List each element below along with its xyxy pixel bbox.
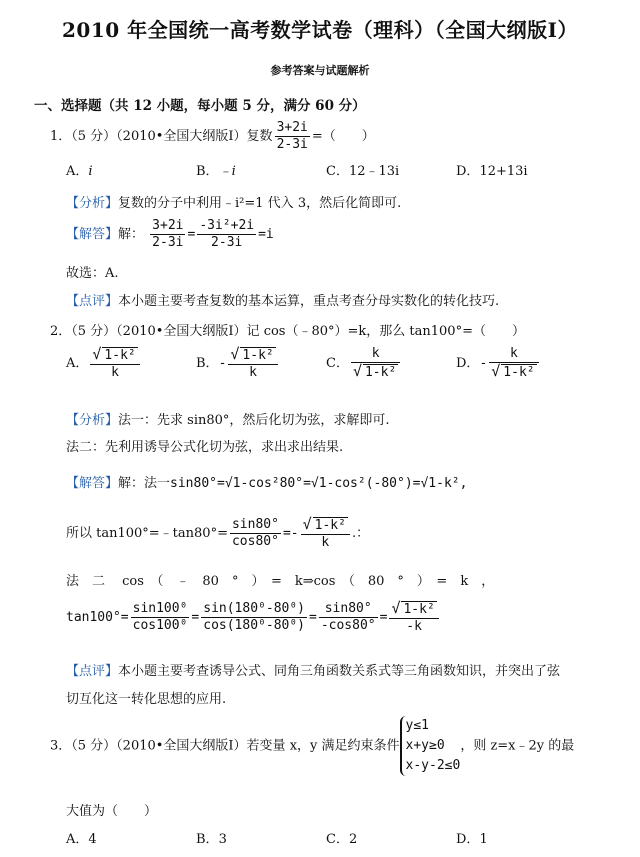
q3-constraint-1: y≤1 <box>405 718 429 733</box>
q1-answer: 【解答】解： $\frac{3+2i}{2-3i}$ = $\frac{\text{-3i²+2i}}{2-3i}$ =i <box>66 218 274 250</box>
q2-option-b-label: B． <box>196 356 219 371</box>
q3-constraints <box>400 716 461 776</box>
q2-option-b-sqrt: 1-k² <box>242 348 274 363</box>
q2-line2-frac2-den: k <box>321 535 330 550</box>
q1-option-c <box>326 160 399 179</box>
q2-line2-prefix: 所以 tan100°=﹣tan80°= <box>66 526 228 541</box>
q2-line4-prefix: tan100°= <box>66 610 129 625</box>
q1-option-d-label: D． <box>456 164 480 179</box>
q3-constraint-3: x-y-2≤0 <box>405 758 461 773</box>
q2-line4-frac2-den: cos(180⁰-80⁰) <box>203 618 305 633</box>
q1-answer-frac1-den: 2-3i <box>152 235 184 250</box>
q1-choice: 故选：A. <box>66 266 119 281</box>
q1-option-b-label: B． <box>196 164 219 179</box>
q3-stem <box>50 716 574 776</box>
q3-option-a-text: 4 <box>88 832 97 847</box>
q3-option-d <box>456 828 488 847</box>
page-title: 2010 年全国统一高考数学试卷（理科）（全国大纲版Ⅰ） <box>62 18 578 42</box>
q2-analysis <box>66 409 390 428</box>
q3-option-d-label: D． <box>456 832 480 847</box>
q3-stem-prefix: 3．（5 分）（2010•全国大纲版Ⅰ）若变量 x，y 满足约束条件 <box>50 738 400 754</box>
q2-stem: 2．（5 分）（2010•全国大纲版Ⅰ）记 cos（﹣80°）=k，那么 tan100°=（ ） <box>50 324 525 339</box>
q2-line4-sqrt: 1-k² <box>403 602 435 617</box>
q2-option-b-den: k <box>249 365 257 380</box>
q2-comment <box>66 660 560 679</box>
q2-line4-frac2-num: sin(180⁰-80⁰) <box>203 601 305 616</box>
q2-answer-expr1: sin80°=√1-cos²80°=√1-cos²(-80°)=√1-k², <box>170 476 468 491</box>
q2-line2-frac1 <box>230 517 281 550</box>
q2-option-b <box>196 346 280 381</box>
q1-option-a-text: i <box>88 164 93 179</box>
q2-analysis-text: 法一：先求 sin80°，然后化切为弦，求解即可. <box>118 413 390 428</box>
q3-option-b <box>196 828 227 847</box>
q2-comment-tag: 【点评】 <box>66 664 119 679</box>
q3-option-a <box>66 828 97 847</box>
q2-line4-frac2 <box>201 601 307 634</box>
q1-option-a <box>66 160 93 179</box>
q1-option-d <box>456 160 528 179</box>
q1-comment-text: 本小题主要考查复数的基本运算，重点考查分母实数化的转化技巧. <box>118 294 500 309</box>
q2-option-d-frac: $\frac{k}{\text{√ 1-k²}}$ <box>489 346 538 381</box>
q2-line2-tail: .： <box>351 526 370 541</box>
q1-option-a-label: A． <box>66 164 89 179</box>
q2-option-a-sqrt: 1-k² <box>104 348 136 363</box>
q2-option-c-num: k <box>351 346 400 363</box>
q2-comment-cont: 切互化这一转化思想的应用. <box>66 692 227 707</box>
q1-option-c-text: 12﹣13i <box>348 164 400 179</box>
q3-stem-suffix: ，则 z=x﹣2y 的最 <box>460 738 575 754</box>
q2-option-d-num: k <box>489 346 538 363</box>
q1-answer-frac1 <box>150 218 185 251</box>
q3-option-c-label: C． <box>326 832 349 847</box>
q2-option-c-sqrt: 1-k² <box>364 365 397 380</box>
q1-comment <box>66 290 499 309</box>
q2-answer-line3: 法 二 cos （ ﹣ 80 ° ） = k⇒cos （ 80 ° ） = k ， <box>66 574 495 589</box>
q2-option-a-label: A． <box>66 356 89 371</box>
q2-option-d-minus: - <box>479 356 488 371</box>
q2-option-c-frac: $\frac{k}{\text{√ 1-k²}}$ <box>351 346 400 381</box>
q2-line4-frac1-den: cos100⁰ <box>132 618 188 633</box>
q1-answer-frac2-den: 2-3i <box>211 235 243 250</box>
q2-line2-frac1-num: sin80° <box>231 517 279 532</box>
q1-option-b-text: ﹣i <box>218 164 236 179</box>
q1-answer-frac2 <box>197 218 256 251</box>
q1-option-c-label: C． <box>326 164 349 179</box>
q1-answer-frac2-num: -3i²+2i <box>199 218 255 233</box>
q1-stem-suffix: =（ ） <box>311 129 375 144</box>
q2-line4-frac3-num: sin80° <box>319 601 378 618</box>
q1-analysis-tag: 【分析】 <box>66 196 119 211</box>
q2-line4-frac4-den: -k <box>406 619 422 634</box>
q2-option-c-label: C． <box>326 356 349 371</box>
q1-analysis <box>66 192 401 211</box>
q2-line4-frac3-den: -cos80° <box>320 618 376 633</box>
q3-option-c <box>326 828 357 847</box>
q1-option-b <box>196 160 236 179</box>
q2-answer-line1 <box>66 472 467 491</box>
q2-line4-frac1-num: sin100⁰ <box>132 601 188 616</box>
q1-option-d-text: 12+13i <box>479 164 528 179</box>
q1-frac-num: 3+2i <box>276 120 308 135</box>
q1-answer-tail: =i <box>258 227 274 242</box>
q2-answer-line2 <box>66 516 369 551</box>
q2-method2: 法二：先利用诱导公式化切为弦，求出求出结果. <box>66 440 344 455</box>
q3-stem-cont: 大值为（ ） <box>66 804 158 819</box>
q2-analysis-tag: 【分析】 <box>66 413 119 428</box>
q1-stem-prefix: 1．（5 分）（2010•全国大纲版Ⅰ）复数 <box>50 129 273 144</box>
q2-option-c <box>326 346 402 381</box>
q2-line2-sqrt: 1-k² <box>314 518 346 533</box>
q2-option-b-minus: - <box>218 356 227 371</box>
q1-answer-tag: 【解答】 <box>66 227 119 242</box>
q1-frac-den: 2-3i <box>276 137 308 152</box>
q2-option-a <box>66 346 142 381</box>
q2-line4-frac4: $\frac{\text{√ 1-k²}}{-k}$ <box>389 600 438 635</box>
q1-comment-tag: 【点评】 <box>66 294 119 309</box>
q3-option-a-label: A． <box>66 832 89 847</box>
q2-line2-mid: =- <box>282 526 299 541</box>
q2-line2-frac2: $\frac{\text{√ 1-k²}}{k}$ <box>301 516 350 551</box>
q1-analysis-text: 复数的分子中利用﹣i²=1 代入 3，然后化简即可. <box>118 196 402 211</box>
q2-option-a-frac: $\frac{\text{√ 1-k²}}{k}$ <box>90 346 139 381</box>
q2-option-b-frac: $\frac{\text{√ 1-k²}}{k}$ <box>228 346 277 381</box>
q2-answer-lead: 解：法一 <box>118 476 171 491</box>
q3-option-c-text: 2 <box>348 832 358 847</box>
q1-answer-lead: 解： <box>118 227 145 242</box>
q3-option-b-text: 3 <box>218 832 227 847</box>
page-subtitle: 参考答案与试题解析 <box>270 64 370 77</box>
q2-option-d <box>456 346 541 381</box>
q2-option-a-den: k <box>111 365 119 380</box>
q2-option-d-label: D． <box>456 356 480 371</box>
q3-constraint-2: x+y≥0 <box>405 738 445 753</box>
q3-option-b-label: B． <box>196 832 219 847</box>
q2-line4-frac1 <box>131 601 190 634</box>
q1-stem-fraction <box>275 120 310 153</box>
section-heading: 一、选择题（共 12 小题，每小题 5 分，满分 60 分） <box>34 98 366 114</box>
q2-answer-line4: tan100°= $\frac{\text{sin100⁰}}{\text{cos100⁰}}$ = $\frac{\text{sin(180⁰-80⁰)}}{\text{cos(180⁰-80⁰)}}$ = $\frac{\sin 80^\circ}{-\cos 80^\circ}$ = $\frac{\text{√ 1-k²}}{-k}$ <box>66 600 441 635</box>
q1-stem <box>50 120 375 153</box>
q1-answer-frac1-num: 3+2i <box>152 218 184 233</box>
q2-line2-frac1-den: cos80° <box>231 534 279 549</box>
q2-answer-tag: 【解答】 <box>66 476 119 491</box>
q2-comment-text1: 本小题主要考查诱导公式、同角三角函数关系式等三角函数知识，并突出了弦 <box>118 664 561 679</box>
q2-option-d-sqrt: 1-k² <box>503 365 535 380</box>
q3-option-d-text: 1 <box>479 832 488 847</box>
q2-line4-frac3 <box>319 601 378 634</box>
